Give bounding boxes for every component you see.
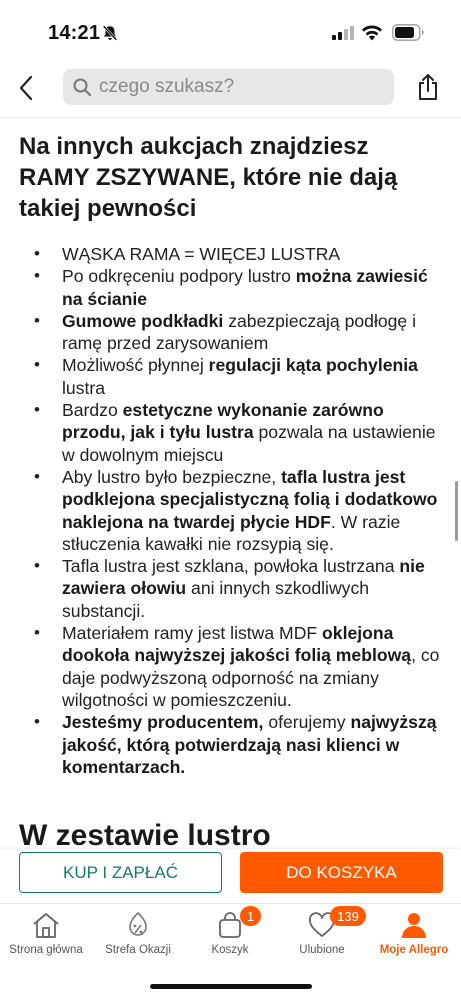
tab-label: Moje Allegro — [379, 944, 449, 956]
feature-item — [0, 265, 461, 310]
buy-now-button[interactable]: KUP I ZAPŁAĆ — [19, 852, 222, 893]
text: Bardzo — [62, 400, 123, 421]
bold-text: Gumowe podkładki — [62, 310, 224, 331]
tab-cart[interactable] — [184, 904, 276, 966]
text: ani innych szkodliwych substancji. — [62, 578, 370, 621]
feature-item — [0, 555, 461, 622]
user-icon — [399, 910, 429, 940]
scrollbar[interactable] — [455, 481, 458, 541]
text: , co daje podwyższoną odporność na zmiany wilgotności w pomieszczeniu. — [62, 645, 440, 710]
status-time: 14:21 — [48, 22, 101, 44]
bold-text: estetyczne wykonanie zarówno przodu, jak i tyłu lustra — [62, 400, 384, 443]
search-input[interactable] — [63, 69, 394, 105]
tab-favorites[interactable] — [276, 904, 368, 966]
purchase-bar — [0, 849, 461, 903]
search-icon — [72, 77, 92, 97]
text: Materiałem ramy jest listwa MDF — [62, 623, 323, 644]
text: . W razie stłuczenia kawałki nie rozsypią się. — [62, 511, 401, 554]
share-button[interactable] — [414, 70, 442, 104]
next-section-title: W zestawie lustro — [19, 819, 271, 849]
text: Aby lustro było bezpieczne, — [62, 466, 282, 487]
cellular-signal-icon — [332, 26, 354, 40]
text: Tafla lustra jest szklana, powłoka lustrzana — [62, 556, 400, 577]
status-bar — [0, 0, 461, 62]
feature-item — [0, 466, 461, 555]
battery-icon — [392, 24, 424, 41]
cart-count-badge: 1 — [240, 906, 261, 926]
add-to-cart-button[interactable]: DO KOSZYKA — [240, 852, 443, 893]
bold-text: najwyższą jakość, którą potwierdzają nasi klienci w komentarzach. — [62, 712, 437, 777]
bold-text: tafla lustra jest podklejona specjalistyczną folią i dodatkowo naklejona na twardej płycie HDF — [62, 466, 438, 532]
tab-label: Ulubione — [299, 944, 345, 956]
bold-text: nie zawiera ołowiu — [62, 556, 425, 599]
chevron-left-icon — [18, 75, 34, 101]
wifi-icon — [361, 24, 383, 41]
bottom-tab-bar — [0, 903, 461, 999]
home-icon — [31, 910, 61, 940]
text: Możliwość płynnej — [62, 355, 209, 376]
feature-item — [0, 399, 461, 466]
text: zabezpieczają podłogę i ramę przed zarysowaniem — [62, 310, 417, 354]
tab-home[interactable] — [0, 904, 92, 966]
text: pozwala na ustawienie w dowolnym miejscu — [62, 422, 436, 465]
text: WĄSKA RAMA = WIĘCEJ LUSTRA — [62, 244, 341, 264]
feature-item — [0, 243, 461, 265]
bold-text: można zawiesić na ścianie — [62, 266, 428, 309]
search-placeholder: czego szukasz? — [99, 76, 235, 97]
feature-item — [0, 622, 461, 711]
product-description[interactable] — [0, 119, 461, 849]
bold-text: oklejona dookoła najwyższej jakości folią meblową — [62, 623, 412, 666]
feature-item — [0, 310, 461, 355]
section-title: Na innych aukcjach znajdziesz RAMY ZSZYWANE, które nie dają takiej pewności — [19, 133, 398, 222]
share-icon — [416, 72, 440, 102]
tab-my-allegro[interactable] — [368, 904, 460, 966]
app-header — [0, 62, 461, 118]
feature-item — [0, 711, 461, 778]
bold-text: Jesteśmy producentem, — [62, 712, 264, 733]
tab-label: Strona główna — [9, 944, 83, 956]
tab-label: Strefa Okazji — [105, 944, 171, 956]
back-button[interactable] — [12, 70, 40, 106]
tab-deals[interactable] — [92, 904, 184, 966]
feature-list — [0, 243, 461, 778]
favorites-count-badge: 139 — [330, 906, 366, 926]
feature-item — [0, 354, 461, 399]
home-indicator — [150, 984, 312, 989]
text: Po odkręceniu podpory lustro — [62, 266, 296, 287]
text: oferujemy — [263, 712, 351, 733]
bell-slash-icon — [101, 24, 119, 42]
discount-tag-icon — [123, 910, 153, 940]
text: lustra — [62, 377, 106, 398]
tab-label: Koszyk — [211, 944, 249, 956]
bold-text: regulacji kąta pochylenia — [208, 355, 418, 376]
